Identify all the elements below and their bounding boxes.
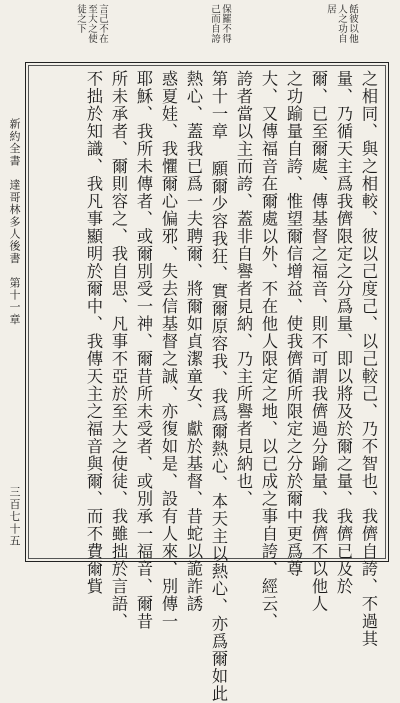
text-column: 誇者當以主而誇、蓋非自譽者見納、乃主所譽者見納也、 [234,70,253,508]
text-column: 熱心、蓋我已爲一夫聘爾、將爾如貞潔童女、獻於基督、昔蛇以詭詐誘 [184,70,203,613]
text-column: 不拙於知識、我凡事顯明於爾中、我傳天主之福音與爾、而不費爾貲 [84,70,103,595]
running-title: 新約全書 達哥林多人後書 第十一章 [8,118,21,326]
text-column: 惑夏娃、我懼爾心偏邪、失去信基督之誠、亦復如是、設有人來、別傳一 [159,70,178,630]
text-column: 量、乃循天主爲我儕限定之分爲量、即以將及於爾之量、我儕已及於 [334,70,353,595]
margin-note: 保羅不得 己而自誇 [209,4,231,44]
chapter-start-column: 第十一章 願爾少容我狂、實爾原容我、我爲爾熱心、本天主以熱心、亦爲爾如此 [209,70,228,703]
margin-note: 言己不在 至大之使 徒之下 [75,4,108,44]
page-number: 三百七十五 [8,486,21,547]
text-column: 之功踰量自誇、惟望爾信增益、使我儕循所限定之分於爾中更爲尊 [284,70,303,578]
text-column: 大、又傳福音在爾處以外、不在他人限定之地、以已成之事自誇、經云、 [259,70,278,630]
margin-note: 餂彼以他 人之功自 居 [325,4,358,44]
text-column: 爾、已至爾處、傳基督之福音、則不可謂我儕過分踰量、我儕不以他人 [309,70,328,613]
text-column: 耶穌、我所未傳者、或爾別受一神、爾昔所未受者、或別承一福音、爾昔 [134,70,153,630]
text-column: 所未承者、爾則容之、我自思、凡事不亞於至大之使徒、我雖拙於言語、 [109,70,128,630]
text-column: 之相同、與之相較、彼以己度己、以己較己、乃不智也、我儕自誇、不過其 [359,70,378,648]
